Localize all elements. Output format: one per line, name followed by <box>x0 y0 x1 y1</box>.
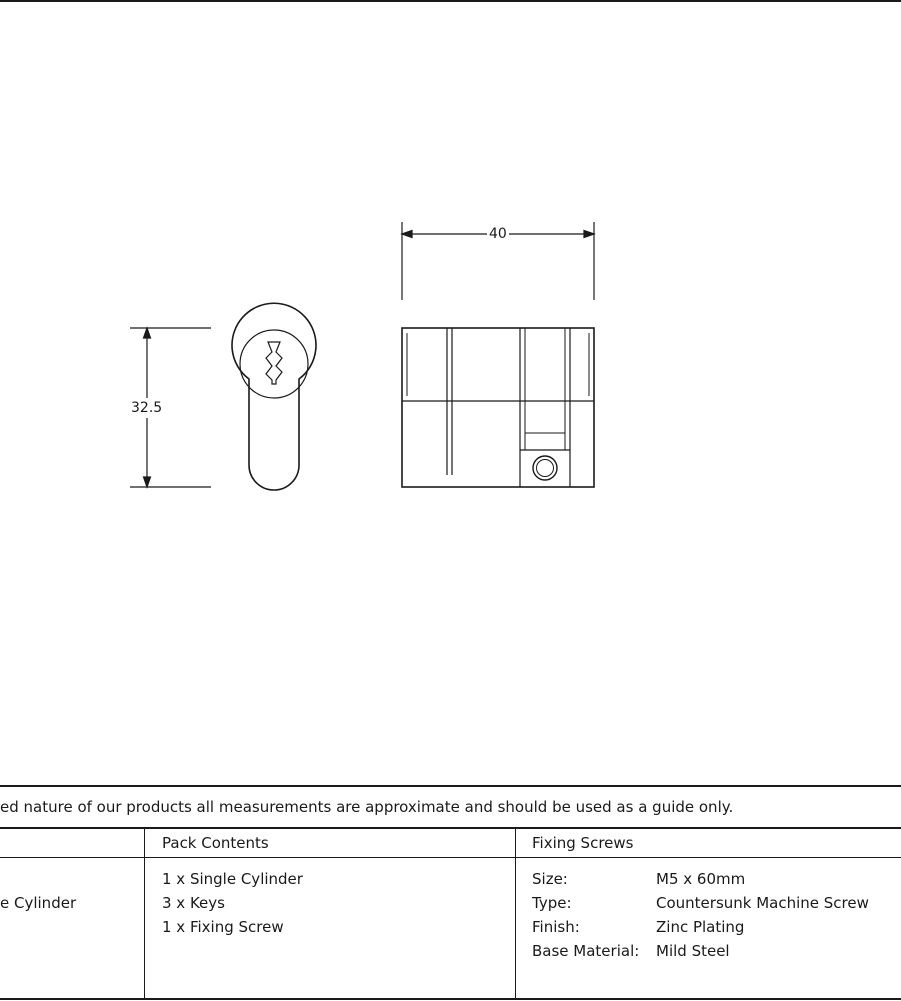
table-header-divider <box>0 857 901 858</box>
spec-value-base-material: Mild Steel <box>656 942 730 960</box>
spec-value-finish: Zinc Plating <box>656 918 745 936</box>
table-bottom-border <box>0 998 901 1000</box>
spec-label-finish: Finish: <box>532 918 580 936</box>
cylinder-side-view <box>402 328 594 487</box>
spec-label-base-material: Base Material: <box>532 942 640 960</box>
fixing-screws-header: Fixing Screws <box>532 834 634 852</box>
column-divider-1 <box>144 828 145 999</box>
glyph-fragment: e <box>0 894 14 912</box>
column-divider-2 <box>515 828 516 999</box>
measurement-disclaimer: ed nature of our products all measurements are approximate and should be used as a guide only. <box>0 798 734 816</box>
width-dimension-label: 40 <box>489 226 507 242</box>
cylinder-front-view <box>232 303 316 490</box>
height-dimension-label: 32.5 <box>131 400 163 416</box>
table-divider <box>0 827 901 829</box>
pack-contents-item: 1 x Single Cylinder <box>162 870 303 888</box>
spec-value-size: M5 x 60mm <box>656 870 746 888</box>
pack-contents-header: Pack Contents <box>162 834 269 852</box>
product-type-cell <box>0 894 76 912</box>
pack-contents-item: 1 x Fixing Screw <box>162 918 284 936</box>
spec-value-type: Countersunk Machine Screw <box>656 894 869 912</box>
product-type-text: Cylinder <box>14 894 77 912</box>
table-top-border <box>0 785 901 787</box>
spec-label-type: Type: <box>532 894 572 912</box>
pack-contents-item: 3 x Keys <box>162 894 225 912</box>
spec-label-size: Size: <box>532 870 568 888</box>
